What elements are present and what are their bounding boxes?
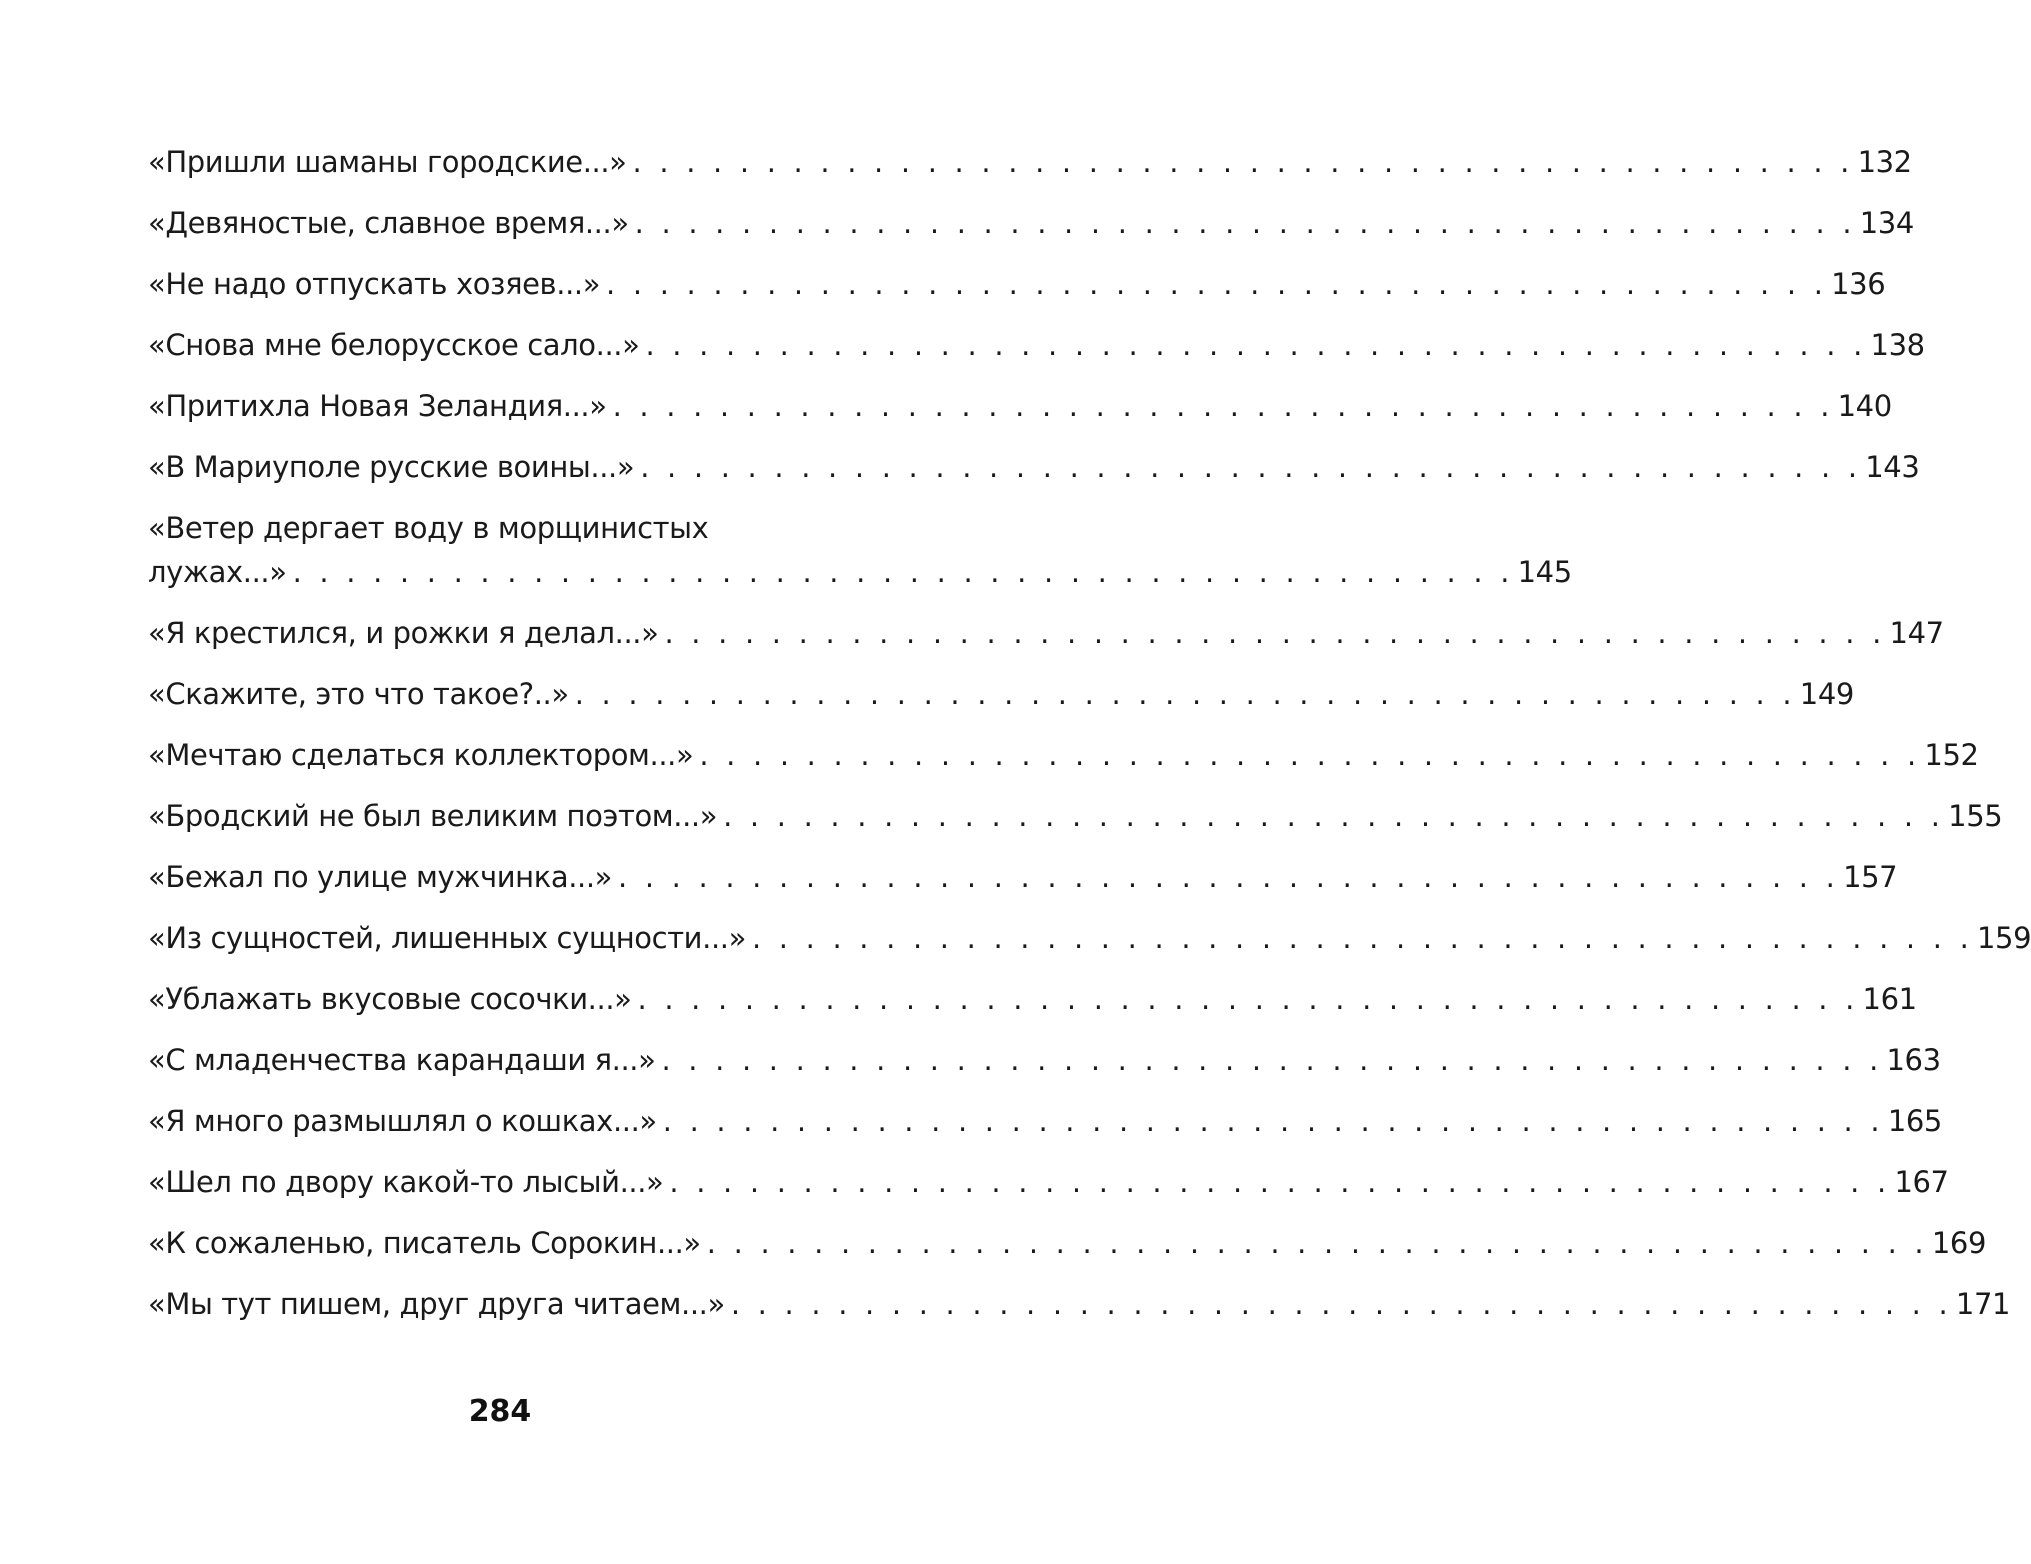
toc-entry-page: 157 — [1843, 860, 1898, 894]
toc-entry-title: «Не надо отпускать хозяев...» — [148, 267, 601, 301]
toc-entry-title-line-2: лужах...» — [148, 555, 287, 589]
toc-entry-title: «Скажите, это что такое?..» — [148, 677, 569, 711]
dot-leader: . . . . . . . . . . . . . . . . . . . . . . . . . . . . . . . . . . . . . . . . . . . . . . — [612, 389, 1834, 423]
toc-entry-title: «Мечтаю сделаться коллектором...» — [148, 738, 694, 772]
toc-entry-title: «С младенчества карандаши я...» — [148, 1043, 656, 1077]
toc-entry-page: 155 — [1948, 799, 2003, 833]
toc-entry — [148, 855, 1898, 916]
toc-entry-title: «Девяностые, славное время...» — [148, 206, 629, 240]
toc-entry — [148, 977, 1917, 1038]
toc-entry-page: 145 — [1517, 555, 1572, 589]
dot-leader: . . . . . . . . . . . . . . . . . . . . . . . . . . . . . . . . . . . . . . . . . . . . . . — [637, 982, 1859, 1016]
toc-entry — [148, 672, 1854, 733]
toc-entry-title: «Снова мне белорусское сало...» — [148, 328, 640, 362]
toc-entry-title: «Притихла Новая Зеландия...» — [148, 389, 607, 423]
toc-entry — [148, 1282, 2011, 1343]
toc-entry-title: «К сожаленью, писатель Сорокин...» — [148, 1226, 701, 1260]
toc-entry-title: «Бежал по улице мужчинка...» — [148, 860, 612, 894]
toc-entry-title: «Бродский не был великим поэтом...» — [148, 799, 718, 833]
toc-entry-title: «Ублажать вкусовые сосочки...» — [148, 982, 632, 1016]
toc-entry-page: 163 — [1886, 1043, 1941, 1077]
toc-entry-page: 149 — [1799, 677, 1854, 711]
toc-entry — [148, 1038, 1941, 1099]
dot-leader: . . . . . . . . . . . . . . . . . . . . . . . . . . . . . . . . . . . . . . . . . . . . . . — [751, 921, 1973, 955]
toc-entry-page: 152 — [1924, 738, 1979, 772]
dot-leader: . . . . . . . . . . . . . . . . . . . . . . . . . . . . . . . . . . . . . . . . . . . . . . — [634, 206, 1856, 240]
toc-entry-page: 138 — [1870, 328, 1925, 362]
dot-leader: . . . . . . . . . . . . . . . . . . . . . . . . . . . . . . . . . . . . . . . . . . . . . . — [640, 450, 1862, 484]
toc-entry-title: «Из сущностей, лишенных сущности...» — [148, 921, 746, 955]
toc-entry — [148, 506, 1572, 611]
toc-entry-title: «Я крестился, и рожки я делал...» — [148, 616, 659, 650]
dot-leader: . . . . . . . . . . . . . . . . . . . . . . . . . . . . . . . . . . . . . . . . . . . . . . — [664, 616, 1886, 650]
toc-entry — [148, 384, 1892, 445]
toc-entry — [148, 201, 1914, 262]
toc-entry-page: 169 — [1931, 1226, 1986, 1260]
dot-leader: . . . . . . . . . . . . . . . . . . . . . . . . . . . . . . . . . . . . . . . . . . . . . . — [730, 1287, 1952, 1321]
dot-leader: . . . . . . . . . . . . . . . . . . . . . . . . . . . . . . . . . . . . . . . . . . . . . . — [661, 1043, 1883, 1077]
toc-entry-page: 143 — [1865, 450, 1920, 484]
toc-entry-page: 165 — [1887, 1104, 1942, 1138]
toc-entry-title: «Пришли шаманы городские...» — [148, 145, 627, 179]
dot-leader: . . . . . . . . . . . . . . . . . . . . . . . . . . . . . . . . . . . . . . . . . . . . . . — [723, 799, 1945, 833]
toc-entry-title: «Я много размышлял о кошках...» — [148, 1104, 657, 1138]
toc-entry-page: 147 — [1889, 616, 1944, 650]
dot-leader: . . . . . . . . . . . . . . . . . . . . . . . . . . . . . . . . . . . . . . . . . . . . . . — [662, 1104, 1884, 1138]
toc-entry — [148, 323, 1925, 384]
dot-leader: . . . . . . . . . . . . . . . . . . . . . . . . . . . . . . . . . . . . . . . . . . . . . . — [292, 555, 1514, 589]
toc-entry-title: «Шел по двору какой-то лысый...» — [148, 1165, 664, 1199]
toc-entry-page: 171 — [1955, 1287, 2011, 1321]
dot-leader: . . . . . . . . . . . . . . . . . . . . . . . . . . . . . . . . . . . . . . . . . . . . . . — [574, 677, 1796, 711]
toc-entry — [148, 733, 1979, 794]
toc-entry — [148, 611, 1944, 672]
toc-entry-page: 134 — [1859, 206, 1914, 240]
toc-entry-title-line-1: «Ветер дергает воду в морщинистых — [148, 511, 709, 545]
toc-entry — [148, 916, 2031, 977]
page-number: 284 — [468, 1394, 532, 1429]
toc-entry — [148, 1099, 1942, 1160]
dot-leader: . . . . . . . . . . . . . . . . . . . . . . . . . . . . . . . . . . . . . . . . . . . . . . — [645, 328, 1867, 362]
toc-entry-page: 161 — [1862, 982, 1917, 1016]
dot-leader: . . . . . . . . . . . . . . . . . . . . . . . . . . . . . . . . . . . . . . . . . . . . . . — [706, 1226, 1928, 1260]
toc-entry — [148, 1221, 1986, 1282]
toc-entry — [148, 1160, 1949, 1221]
toc-entry — [148, 140, 1912, 201]
dot-leader: . . . . . . . . . . . . . . . . . . . . . . . . . . . . . . . . . . . . . . . . . . . . . . — [606, 267, 1828, 301]
toc-entry — [148, 794, 2003, 855]
dot-leader: . . . . . . . . . . . . . . . . . . . . . . . . . . . . . . . . . . . . . . . . . . . . . . — [699, 738, 1921, 772]
dot-leader: . . . . . . . . . . . . . . . . . . . . . . . . . . . . . . . . . . . . . . . . . . . . . . — [632, 145, 1854, 179]
toc-entry — [148, 445, 1920, 506]
toc-entry-page: 136 — [1831, 267, 1886, 301]
dot-leader: . . . . . . . . . . . . . . . . . . . . . . . . . . . . . . . . . . . . . . . . . . . . . . — [618, 860, 1840, 894]
table-of-contents — [148, 140, 2031, 1343]
dot-leader: . . . . . . . . . . . . . . . . . . . . . . . . . . . . . . . . . . . . . . . . . . . . . . — [669, 1165, 1891, 1199]
toc-entry-title: «Мы тут пишем, друг друга читаем...» — [148, 1287, 725, 1321]
toc-entry-page: 167 — [1894, 1165, 1949, 1199]
toc-entry-page: 140 — [1837, 389, 1892, 423]
toc-entry-page: 159 — [1977, 921, 2031, 955]
toc-entry — [148, 262, 1886, 323]
toc-entry-page: 132 — [1857, 145, 1912, 179]
toc-entry-title: «В Мариуполе русские воины...» — [148, 450, 635, 484]
